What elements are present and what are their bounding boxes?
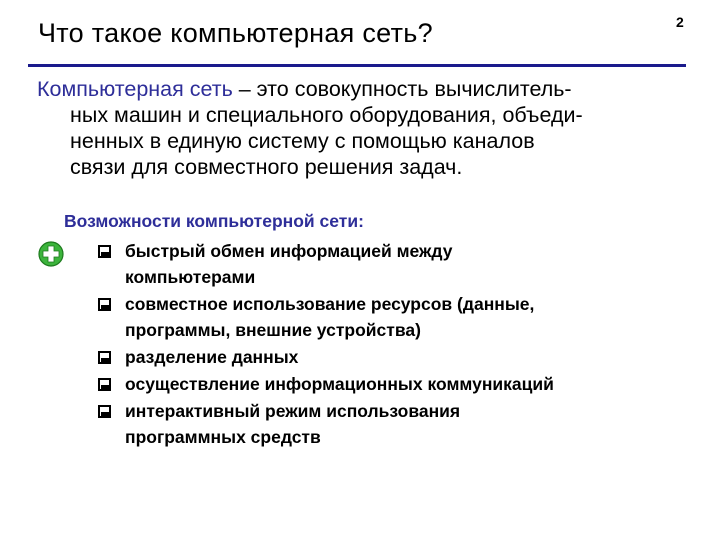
list-item-text: разделение данных <box>125 347 299 367</box>
square-bullet-icon <box>98 245 111 258</box>
definition-line-1 <box>37 76 687 102</box>
definition-line-4: связи для совместного решения задач. <box>70 155 463 179</box>
features-heading: Возможности компьютерной сети: <box>64 211 364 231</box>
page-number: 2 <box>676 14 684 30</box>
features-list <box>98 238 658 451</box>
square-bullet-icon <box>98 405 111 418</box>
square-bullet-icon <box>98 351 111 364</box>
definition-line-2: ных машин и специального оборудования, объеди- <box>70 103 583 127</box>
list-item <box>98 291 658 343</box>
list-item <box>98 238 658 290</box>
definition-line-3: ненных в единую систему с помощью каналов <box>70 129 535 153</box>
definition-term: Компьютерная сеть <box>37 77 233 101</box>
square-bullet-icon <box>98 378 111 391</box>
list-item <box>98 371 658 397</box>
list-item-text: осуществление информационных коммуникаций <box>125 374 554 394</box>
list-item-text: быстрый обмен информацией между <box>125 241 453 261</box>
definition-paragraph <box>37 76 687 180</box>
square-bullet-icon <box>98 298 111 311</box>
green-plus-icon <box>38 241 64 267</box>
list-item <box>98 344 658 370</box>
list-item-text-cont: программных средств <box>125 427 321 447</box>
list-item-text-cont: программы, внешние устройства) <box>125 320 421 340</box>
list-item-text: интерактивный режим использования <box>125 401 461 421</box>
definition-text: – это совокупность вычислитель- <box>232 77 572 101</box>
slide-title: Что такое компьютерная сеть? <box>38 18 433 48</box>
list-item-text-cont: компьютерами <box>125 267 256 287</box>
list-item-text: совместное использование ресурсов (данные, <box>125 294 535 314</box>
title-divider <box>28 64 686 67</box>
list-item <box>98 398 658 450</box>
